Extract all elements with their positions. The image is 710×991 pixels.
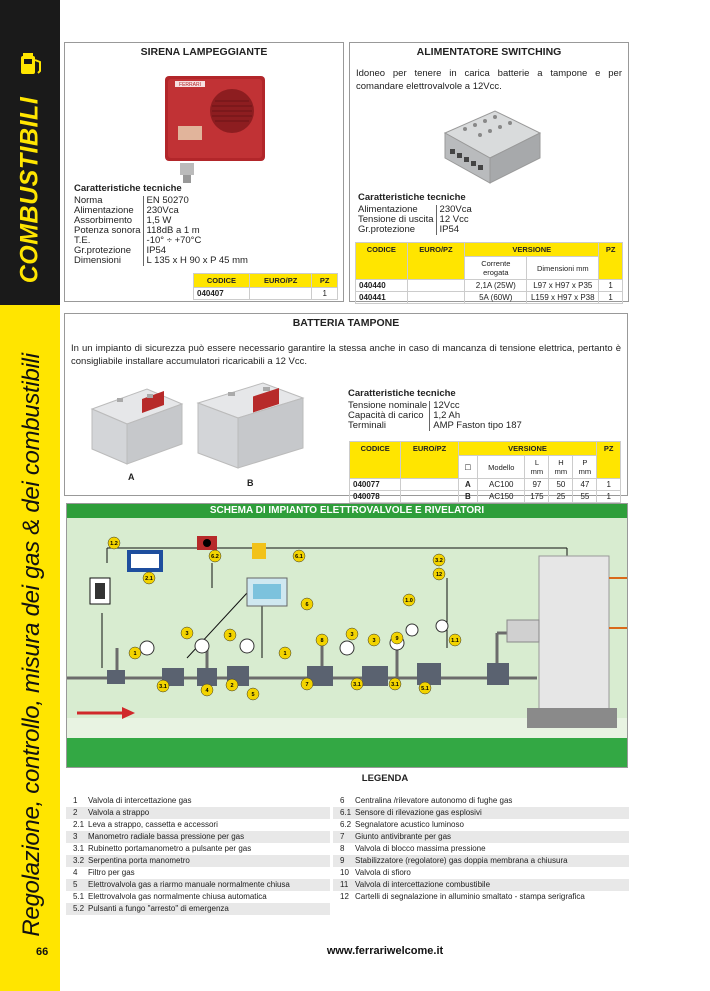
- cell-pz: 1: [597, 491, 621, 503]
- list-item: [333, 795, 629, 807]
- spec-row: [74, 226, 250, 236]
- bubble-label: 2: [230, 683, 234, 689]
- legend-text: Leva a strappo, cassetta e accessori: [88, 820, 218, 829]
- cell-l: 175: [525, 491, 549, 503]
- battery-b-label: B: [247, 478, 254, 488]
- list-item: [66, 879, 330, 891]
- col-versione: VERSIONE: [465, 243, 599, 257]
- list-item: [66, 807, 330, 819]
- battery-a-image: [87, 384, 187, 469]
- bubble-label: 3.1: [391, 682, 399, 688]
- spec-key: Assorbimento: [74, 214, 133, 226]
- spec-row: [358, 225, 474, 235]
- batteria-title: BATTERIA TAMPONE: [292, 317, 400, 329]
- col-codice: CODICE: [356, 243, 408, 280]
- spec-key: Gr.protezione: [74, 244, 132, 256]
- legend-text: Stabilizzatore (regolatore) gas doppia membrana a chiusura: [355, 856, 568, 865]
- spec-row: [348, 411, 524, 421]
- sidebar-section: [0, 305, 60, 991]
- alimentatore-specs: [358, 193, 474, 235]
- legend-text: Elettrovalvola gas normalmente chiusa automatica: [88, 892, 267, 901]
- batteria-box: [64, 313, 628, 501]
- cell-euro: [401, 479, 458, 491]
- spec-value: IP54: [436, 225, 474, 235]
- alimentatore-order-table: [355, 242, 623, 304]
- footer-url[interactable]: www.ferrariwelcome.it: [326, 945, 444, 957]
- list-item: [66, 903, 330, 915]
- legend-text: Sensore di rilevazione gas esplosivi: [355, 808, 482, 817]
- spec-row: [74, 196, 250, 206]
- spec-value: 230Vca: [143, 206, 250, 216]
- col-p: P mm: [573, 456, 597, 479]
- cell-corrente: 5A (60W): [465, 292, 527, 304]
- spec-value: 12Vcc: [430, 401, 524, 411]
- cell-codice: 040078: [350, 491, 401, 503]
- battery-a-label: A: [128, 472, 135, 482]
- legend-number: 6.2: [340, 820, 352, 829]
- legend-number: 11: [340, 880, 349, 889]
- spec-value: -10° ÷ +70°C: [143, 236, 250, 246]
- col-modello: Modello: [478, 456, 525, 479]
- legend-number: 6.1: [340, 808, 352, 817]
- list-item: [66, 843, 330, 855]
- siren-image: [160, 71, 270, 186]
- list-item: [333, 807, 629, 819]
- spec-value: AMP Faston tipo 187: [430, 421, 524, 431]
- cell-euro: [249, 288, 311, 300]
- legenda-left: [66, 795, 330, 915]
- bubble-label: 1.1: [451, 638, 459, 644]
- legend-number: 7: [340, 832, 345, 841]
- spec-key: Gr.protezione: [358, 223, 416, 235]
- spec-row: [358, 205, 474, 215]
- legend-text: Valvola di intercettazione combustibile: [355, 880, 491, 889]
- sidebar: [0, 0, 60, 991]
- spec-row: [358, 215, 474, 225]
- spec-value: L 135 x H 90 x P 45 mm: [143, 256, 250, 266]
- bubble-label: 5.1: [421, 686, 429, 692]
- bubble-label: 6: [305, 602, 309, 608]
- col-codice: CODICE: [194, 274, 250, 288]
- cell-pz: 1: [599, 292, 623, 304]
- cell-modello: AC100: [478, 479, 525, 491]
- legenda-title: LEGENDA: [361, 773, 409, 784]
- sirena-box: [64, 42, 344, 302]
- table-row: [356, 280, 623, 292]
- cell-p: 47: [573, 479, 597, 491]
- alimentatore-title: ALIMENTATORE SWITCHING: [416, 46, 562, 58]
- batteria-specs: [348, 389, 524, 431]
- legend-number: 6: [340, 796, 345, 805]
- spec-value: EN 50270: [143, 196, 250, 206]
- sirena-order-table: [193, 273, 338, 300]
- bubble-label: 9: [395, 636, 399, 642]
- table-row: [356, 292, 623, 304]
- legend-number: 2.1: [73, 820, 85, 829]
- bubble-label: 5: [251, 692, 255, 698]
- spec-row: [74, 246, 250, 256]
- bubble-label: 4: [205, 688, 209, 694]
- bubble-label: 3.2: [435, 558, 443, 564]
- bubble-label: 2.1: [145, 576, 153, 582]
- batteria-spec-heading: Caratteristiche tecniche: [348, 388, 456, 399]
- table-row: [350, 479, 621, 491]
- siren-brand: FERRARI: [179, 82, 201, 88]
- bubble-label: 8: [320, 638, 324, 644]
- spec-key: Norma: [74, 194, 103, 206]
- cell-codice: 040077: [350, 479, 401, 491]
- spec-key: Tensione di uscita: [358, 213, 434, 225]
- spec-value: IP54: [143, 246, 250, 256]
- list-item: [333, 867, 629, 879]
- legend-number: 10: [340, 868, 349, 877]
- sirena-specs: [74, 184, 250, 266]
- checkbox-icon: ☐: [458, 456, 478, 479]
- cell-h: 50: [549, 479, 573, 491]
- schema-diagram: [66, 503, 628, 768]
- legend-text: Valvola di blocco massima pressione: [355, 844, 486, 853]
- legend-text: Rubinetto portamanometro a pulsante per gas: [88, 844, 252, 853]
- spec-key: Potenza sonora: [74, 224, 141, 236]
- alimentatore-spec-heading: Caratteristiche tecniche: [358, 192, 466, 203]
- bubble-label: 3: [372, 638, 376, 644]
- spec-row: [74, 236, 250, 246]
- bubble-label: 6.2: [211, 554, 219, 560]
- list-item: [333, 855, 629, 867]
- legend-text: Serpentina porta manometro: [88, 856, 190, 865]
- spec-key: Alimentazione: [358, 203, 418, 215]
- list-item: [66, 867, 330, 879]
- sidebar-category: [0, 0, 60, 305]
- legend-number: 5.2: [73, 904, 85, 913]
- bubble-label: 6.1: [295, 554, 303, 560]
- col-dimensioni: Dimensioni mm: [527, 257, 599, 280]
- legend-number: 5: [73, 880, 78, 889]
- spec-row: [348, 421, 524, 431]
- cell-pz: 1: [599, 280, 623, 292]
- cell-l: 97: [525, 479, 549, 491]
- spec-row: [348, 401, 524, 411]
- cell-euro: [401, 491, 458, 503]
- spec-row: [74, 256, 250, 266]
- batteria-order-table: [349, 441, 621, 503]
- legend-text: Elettrovalvola gas a riarmo manuale normalmente chiusa: [88, 880, 290, 889]
- cell-codice: 040407: [194, 288, 250, 300]
- list-item: [333, 891, 629, 903]
- legend-number: 9: [340, 856, 345, 865]
- legend-text: Pulsanti a fungo "arresto" di emergenza: [88, 904, 229, 913]
- col-euro: EURO/PZ: [401, 442, 458, 479]
- spec-row: [74, 206, 250, 216]
- col-pz: PZ: [597, 442, 621, 479]
- cell-codice: 040441: [356, 292, 408, 304]
- list-item: [333, 831, 629, 843]
- legend-text: Centralina /rilevatore autonomo di fughe gas: [355, 796, 513, 805]
- list-item: [66, 891, 330, 903]
- spec-key: Terminali: [348, 419, 387, 431]
- battery-b-image: [193, 378, 308, 473]
- cell-modello: AC150: [478, 491, 525, 503]
- legend-text: Valvola a strappo: [88, 808, 150, 817]
- list-item: [66, 795, 330, 807]
- table-row: [350, 491, 621, 503]
- spec-value: 12 Vcc: [436, 215, 474, 225]
- col-euro: EURO/PZ: [249, 274, 311, 288]
- legend-text: Cartelli di segnalazione in alluminio smaltato - stampa serigrafica: [355, 892, 585, 901]
- col-codice: CODICE: [350, 442, 401, 479]
- spec-value: 1,2 Ah: [430, 411, 524, 421]
- sirena-spec-heading: Caratteristiche tecniche: [74, 183, 182, 194]
- cell-euro: [407, 292, 465, 304]
- col-pz: PZ: [599, 243, 623, 280]
- schema-title: SCHEMA DI IMPIANTO ELETTROVALVOLE E RIVELATORI: [67, 504, 627, 518]
- page-number: 66: [36, 946, 49, 958]
- col-versione: VERSIONE: [458, 442, 597, 456]
- col-h: H mm: [549, 456, 573, 479]
- cell-h: 25: [549, 491, 573, 503]
- legend-text: Segnalatore acustico luminoso: [355, 820, 464, 829]
- bubble-label: 3: [228, 633, 232, 639]
- cell-euro: [407, 280, 465, 292]
- spec-key: T.E.: [74, 234, 91, 246]
- bubble-label: 1.0: [405, 598, 413, 604]
- alimentatore-box: [349, 42, 629, 302]
- legend-number: 5.1: [73, 892, 85, 901]
- col-pz: PZ: [312, 274, 338, 288]
- cell-codice: 040440: [356, 280, 408, 292]
- bubble-label: 12: [435, 572, 443, 578]
- legend-number: 3.2: [73, 856, 85, 865]
- bubble-label: 3.1: [159, 684, 167, 690]
- spec-key: Alimentazione: [74, 204, 134, 216]
- list-item: [333, 843, 629, 855]
- bubble-label: 3: [350, 632, 354, 638]
- sidebar-top-label: COMBUSTIBILI: [15, 96, 44, 284]
- spec-key: Tensione nominale: [348, 399, 428, 411]
- batteria-description: In un impianto di sicurezza può essere necessario garantire la stessa anche in caso di mancanza di tensione elettrica, pertanto è consigliabile installare accumulatori ricaricabili a 12 Vcc.: [71, 343, 621, 367]
- cell-dimensioni: L159 x H97 x P38: [527, 292, 599, 304]
- bubble-label: 3: [185, 631, 189, 637]
- spec-value: 230Vca: [436, 205, 474, 215]
- list-item: [333, 879, 629, 891]
- sirena-title: SIRENA LAMPEGGIANTE: [140, 46, 268, 58]
- sidebar-bottom-label: Regolazione, controllo, misura dei gas & dei combustibili: [18, 353, 45, 937]
- legend-text: Filtro per gas: [88, 868, 135, 877]
- legend-number: 12: [340, 892, 349, 901]
- list-item: [66, 855, 330, 867]
- bubble-label: 7: [305, 682, 309, 688]
- bubble-label: 1: [283, 651, 287, 657]
- power-supply-image: [435, 103, 545, 188]
- legend-number: 3.1: [73, 844, 85, 853]
- col-corrente: Corrente erogata: [465, 257, 527, 280]
- legend-number: 8: [340, 844, 345, 853]
- alimentatore-description: Idoneo per tenere in carica batterie a tampone e per comandare elettrovalvole a 12Vcc.: [356, 68, 622, 92]
- bubble-label: 1.2: [110, 541, 118, 547]
- list-item: [66, 819, 330, 831]
- cell-corrente: 2,1A (25W): [465, 280, 527, 292]
- list-item: [333, 819, 629, 831]
- legenda-right: [333, 795, 629, 903]
- col-euro: EURO/PZ: [407, 243, 465, 280]
- cell-versione: B: [458, 491, 478, 503]
- list-item: [66, 831, 330, 843]
- legend-number: 2: [73, 808, 78, 817]
- bubble-label: 3.1: [353, 682, 361, 688]
- col-l: L mm: [525, 456, 549, 479]
- legend-text: Giunto antivibrante per gas: [355, 832, 452, 841]
- spec-key: Dimensioni: [74, 254, 121, 266]
- legend-number: 1: [73, 796, 78, 805]
- cell-pz: 1: [312, 288, 338, 300]
- spec-value: 118dB a 1 m: [143, 226, 250, 236]
- legend-number: 3: [73, 832, 78, 841]
- spec-row: [74, 216, 250, 226]
- cell-dimensioni: L97 x H97 x P35: [527, 280, 599, 292]
- legend-number: 4: [73, 868, 78, 877]
- fuel-icon: [18, 52, 44, 76]
- cell-pz: 1: [597, 479, 621, 491]
- legend-text: Valvola di sfioro: [355, 868, 411, 877]
- spec-key: Capacità di carico: [348, 409, 424, 421]
- legend-text: Valvola di intercettazione gas: [88, 796, 192, 805]
- spec-value: 1,5 W: [143, 216, 250, 226]
- cell-p: 55: [573, 491, 597, 503]
- cell-versione: A: [458, 479, 478, 491]
- bubble-label: 1: [133, 651, 137, 657]
- legend-text: Manometro radiale bassa pressione per gas: [88, 832, 245, 841]
- schema-drawing: [67, 518, 628, 768]
- table-row: [194, 288, 338, 300]
